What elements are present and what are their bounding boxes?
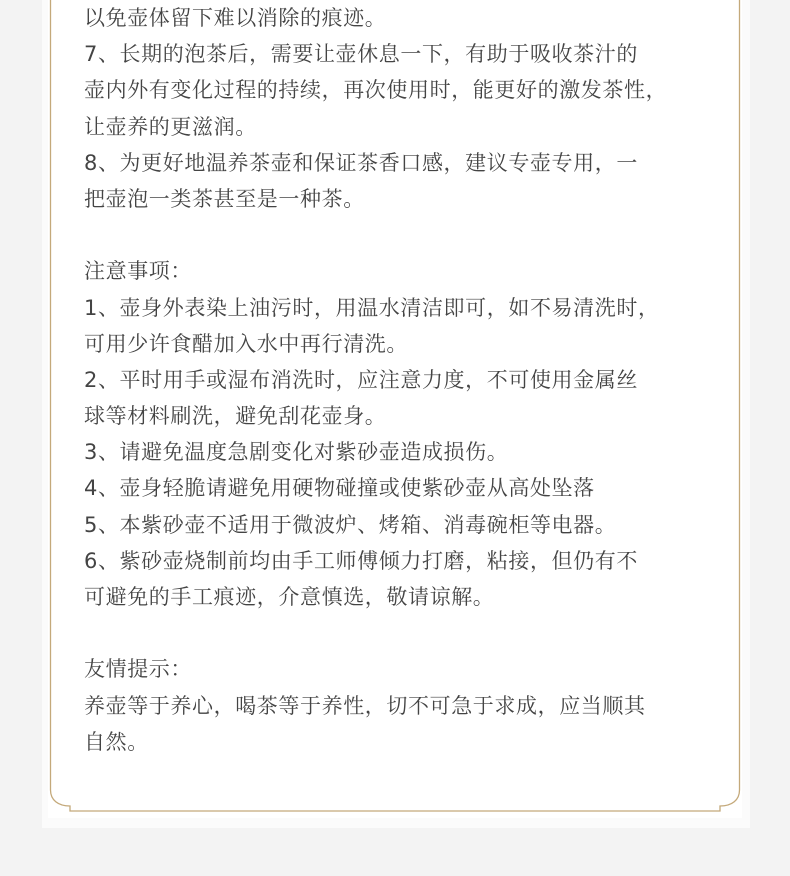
- precaution-line: 5、本紫砂壶不适用于微波炉、烤箱、消毒碗柜等电器。: [84, 512, 617, 537]
- text-content: [84, 0, 714, 760]
- usage-tip-line: 7、长期的泡茶后，需要让壶休息一下，有助于吸收茶汁的: [84, 42, 638, 67]
- friendly-tip-line: 养壶等于养心，喝茶等于养性，切不可急于求成，应当顺其: [84, 693, 646, 718]
- usage-tip-line: 壶内外有变化过程的持续，再次使用时，能更好的激发茶性，: [84, 78, 668, 103]
- usage-tip-line: 8、为更好地温养茶壶和保证茶香口感，建议专壶专用，一: [84, 150, 638, 175]
- precaution-line: 3、请避免温度急剧变化对紫砂壶造成损伤。: [84, 440, 509, 465]
- precaution-line: 4、壶身轻脆请避免用硬物碰撞或使紫砂壶从高处坠落: [84, 476, 595, 501]
- precautions-heading: 注意事项：: [84, 259, 192, 284]
- section-spacer: [84, 217, 714, 253]
- section-spacer: [84, 615, 714, 651]
- friendly-tip-line: 自然。: [84, 729, 149, 754]
- precaution-line: 2、平时用手或湿布消洗时，应注意力度，不可使用金属丝: [84, 367, 638, 392]
- precaution-line: 球等材料刷洗，避免刮花壶身。: [84, 404, 387, 429]
- precaution-line: 1、壶身外表染上油污时，用温水清洁即可，如不易清洗时，: [84, 295, 660, 320]
- usage-tip-line: 让壶养的更滋润。: [84, 114, 257, 139]
- precaution-line: 6、紫砂壶烧制前均由手工师傅倾力打磨，粘接，但仍有不: [84, 548, 638, 573]
- precaution-line: 可避免的手工痕迹，介意慎选，敬请谅解。: [84, 585, 495, 609]
- usage-tip-line: 把壶泡一类茶甚至是一种茶。: [84, 186, 365, 211]
- friendly-tip-heading: 友情提示：: [84, 657, 192, 682]
- precaution-line: 可用少许食醋加入水中再行清洗。: [84, 331, 408, 356]
- usage-tip-line: 以免壶体留下难以消除的痕迹。: [84, 6, 387, 30]
